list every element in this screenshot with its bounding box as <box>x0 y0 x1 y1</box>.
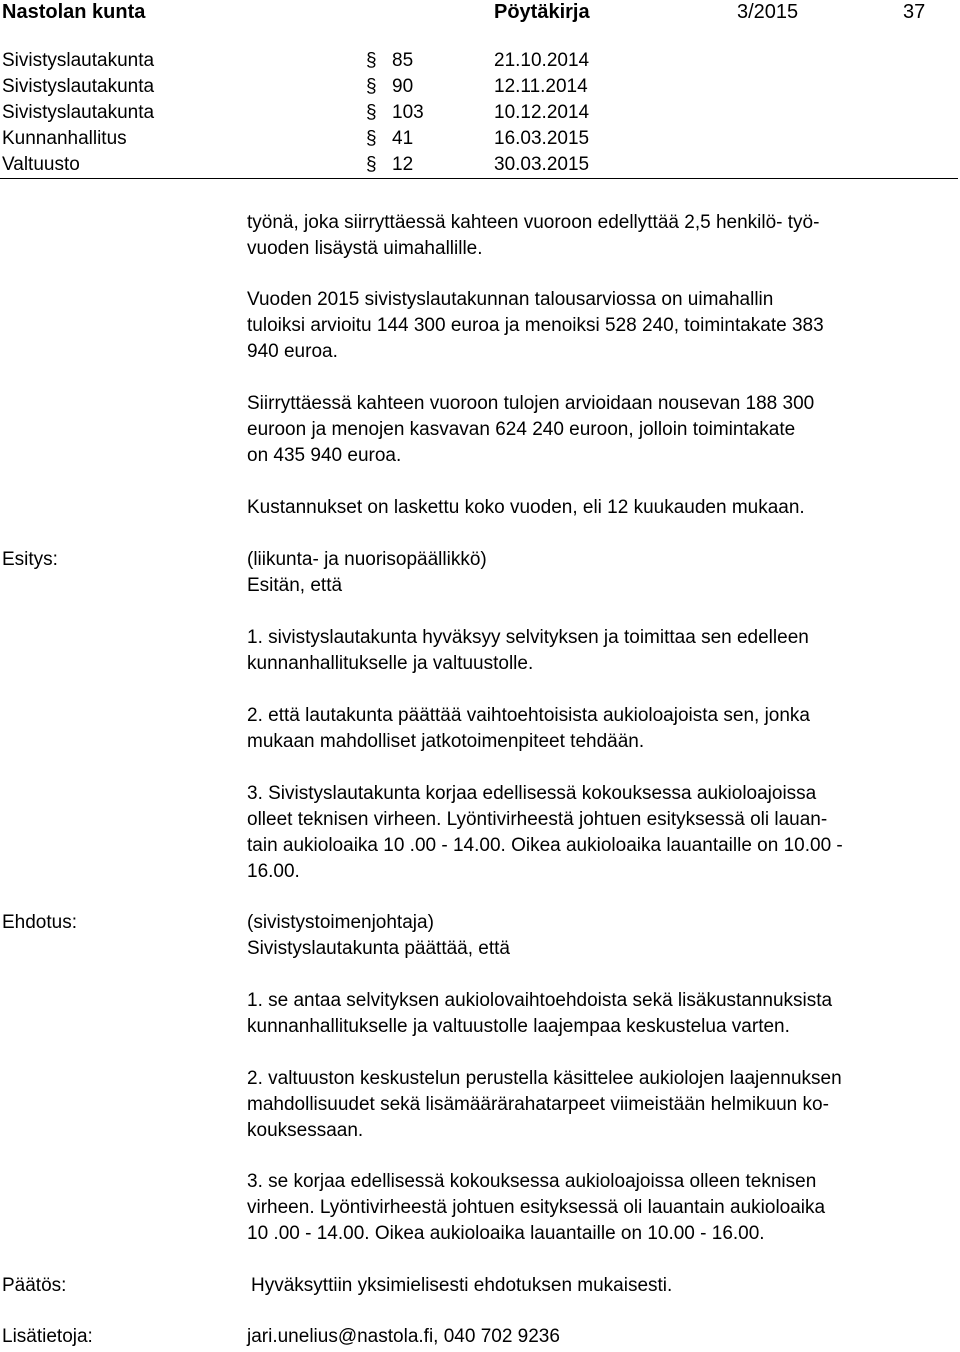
esitys-item-line: 2. että lautakunta päättää vaihtoehtoisista aukioloajoista sen, jonka <box>247 705 810 726</box>
esitys-item-line: 16.00. <box>247 861 300 882</box>
history-section: 90 <box>392 76 414 97</box>
esitys-label: Esitys: <box>2 549 58 570</box>
ehdotus-item-line: 1. se antaa selvityksen aukiolovaihtoehdoista sekä lisäkustannuksista <box>247 990 833 1011</box>
ehdotus-author: (sivistystoimenjohtaja) <box>247 912 434 933</box>
history-body: Sivistyslautakunta <box>2 50 155 71</box>
paatos-label: Päätös: <box>2 1275 67 1296</box>
page-number: 37 <box>903 1 926 23</box>
ehdotus-label: Ehdotus: <box>2 912 77 933</box>
paragraph-line: vuoden lisäystä uimahallille. <box>247 238 483 259</box>
esitys-item-line: kunnanhallitukselle ja valtuustolle. <box>247 653 534 674</box>
history-body: Kunnanhallitus <box>2 128 127 149</box>
ehdotus-item-line: 2. valtuuston keskustelun perustella käsittelee aukiolojen laajennuksen <box>247 1068 842 1089</box>
history-section: 41 <box>392 128 414 149</box>
history-body: Sivistyslautakunta <box>2 102 155 123</box>
divider-rule <box>0 178 958 179</box>
section-symbol: § <box>366 102 377 123</box>
esitys-intro: Esitän, että <box>247 575 343 596</box>
paragraph-line: on 435 940 euroa. <box>247 445 402 466</box>
ehdotus-item-line: virheen. Lyöntivirheestä johtuen esityksessä oli lauantain aukioloaika <box>247 1197 826 1218</box>
section-symbol: § <box>366 154 377 175</box>
contact-info: jari.unelius@nastola.fi, 040 702 9236 <box>247 1326 560 1347</box>
ehdotus-item-line: mahdollisuudet sekä lisämäärärahatarpeet viimeistään helmikuun ko- <box>247 1094 829 1115</box>
esitys-item-line: 1. sivistyslautakunta hyväksyy selvityksen ja toimittaa sen edelleen <box>247 627 809 648</box>
municipality-name: Nastolan kunta <box>2 1 146 23</box>
paragraph-line: Siirryttäessä kahteen vuoroon tulojen arvioidaan nousevan 188 300 <box>247 393 815 414</box>
paragraph-line: tuloiksi arvioitu 144 300 euroa ja menoiksi 528 240, toimintakate 383 <box>247 315 824 336</box>
document-issue: 3/2015 <box>737 1 799 23</box>
history-section: 103 <box>392 102 424 123</box>
history-date: 12.11.2014 <box>494 76 588 97</box>
history-date: 30.03.2015 <box>494 154 590 175</box>
esitys-item-line: 3. Sivistyslautakunta korjaa edellisessä kokouksessa aukioloajoissa <box>247 783 817 804</box>
history-section: 12 <box>392 154 414 175</box>
section-symbol: § <box>366 50 377 71</box>
paragraph-line: 940 euroa. <box>247 341 338 362</box>
paragraph-line: Kustannukset on laskettu koko vuoden, eli 12 kuukauden mukaan. <box>247 497 805 518</box>
ehdotus-item-line: 3. se korjaa edellisessä kokouksessa aukioloajoissa olleen teknisen <box>247 1171 817 1192</box>
esitys-item-line: olleet teknisen virheen. Lyöntivirheestä johtuen esityksessä oli lauan- <box>247 809 828 830</box>
history-section: 85 <box>392 50 414 71</box>
history-date: 10.12.2014 <box>494 102 590 123</box>
paragraph-line: työnä, joka siirryttäessä kahteen vuoroon edellyttää 2,5 henkilö- työ- <box>247 212 820 233</box>
esitys-item-line: tain aukioloaika 10 .00 - 14.00. Oikea aukioloaika lauantaille on 10.00 - <box>247 835 843 856</box>
document-type: Pöytäkirja <box>494 1 590 23</box>
history-date: 21.10.2014 <box>494 50 590 71</box>
ehdotus-item-line: kouksessaan. <box>247 1120 364 1141</box>
history-date: 16.03.2015 <box>494 128 590 149</box>
lisatietoja-label: Lisätietoja: <box>2 1326 93 1347</box>
paragraph-line: Vuoden 2015 sivistyslautakunnan talousarviossa on uimahallin <box>247 289 774 310</box>
ehdotus-item-line: kunnanhallitukselle ja valtuustolle laajempaa keskustelua varten. <box>247 1016 790 1037</box>
esitys-item-line: mukaan mahdolliset jatkotoimenpiteet tehdään. <box>247 731 645 752</box>
paragraph-line: euroon ja menojen kasvavan 624 240 euroon, jolloin toimintakate <box>247 419 796 440</box>
section-symbol: § <box>366 76 377 97</box>
history-body: Sivistyslautakunta <box>2 76 155 97</box>
history-body: Valtuusto <box>2 154 80 175</box>
ehdotus-intro: Sivistyslautakunta päättää, että <box>247 938 510 959</box>
esitys-author: (liikunta- ja nuorisopäällikkö) <box>247 549 487 570</box>
paatos-text: Hyväksyttiin yksimielisesti ehdotuksen mukaisesti. <box>251 1275 673 1296</box>
ehdotus-item-line: 10 .00 - 14.00. Oikea aukioloaika lauantaille on 10.00 - 16.00. <box>247 1223 765 1244</box>
section-symbol: § <box>366 128 377 149</box>
